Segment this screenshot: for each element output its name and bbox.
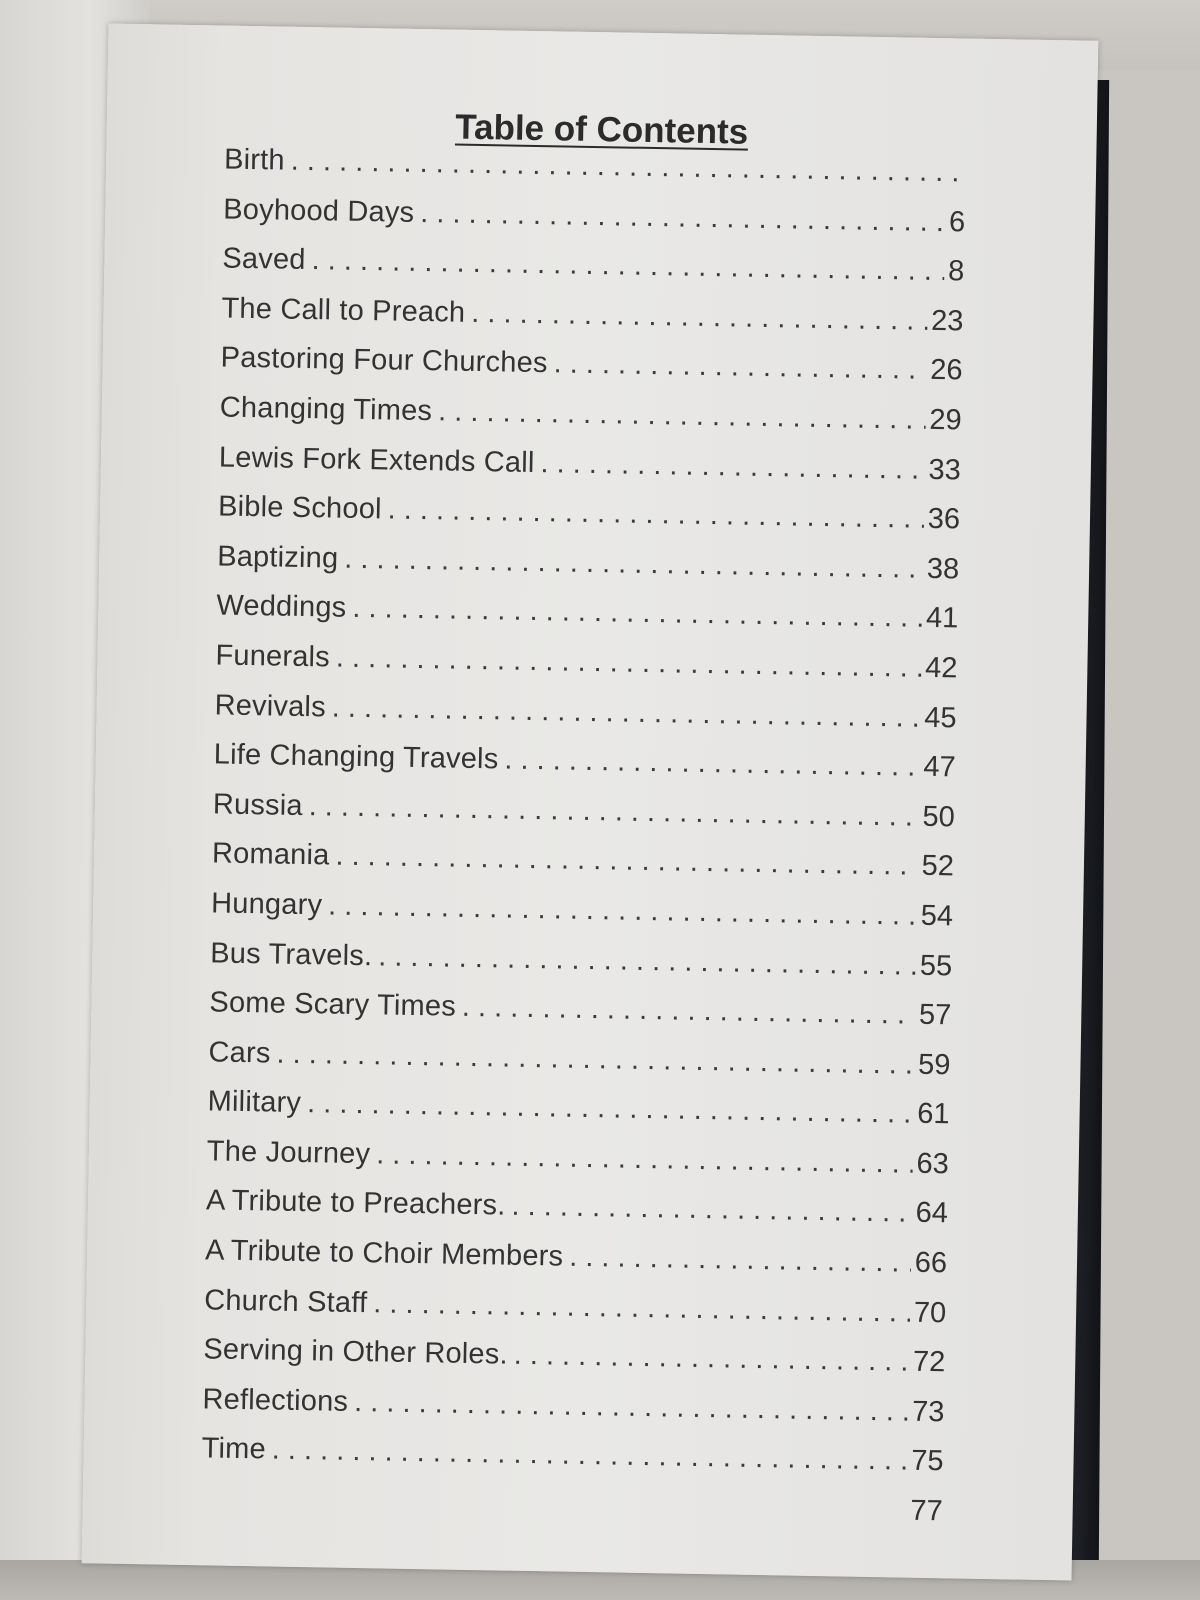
book-page [82,23,1099,1580]
toc-entry-title: Life Changing Travels [213,738,499,776]
toc-entry-page-number: 54 [920,899,954,933]
toc-entry-title: Birth [223,143,286,177]
toc-entry-title: Boyhood Days [223,193,415,229]
toc-entry-page-number: 45 [923,701,957,734]
toc-dot-leader [511,1190,912,1230]
toc-entry-title: Weddings [216,589,347,625]
toc-entry-title: Cars [208,1036,271,1070]
toc-dot-leader [471,297,927,338]
toc-entry-page-number: 70 [913,1296,947,1329]
toc-entry-title: Baptizing [216,540,339,575]
toc-entry-title: Changing Times [219,391,433,428]
toc-entry-title: Funerals [215,639,331,674]
toc-entry-title: A Tribute to Preachers. [205,1184,506,1223]
toc-entry-page-number: 42 [924,651,958,685]
toc-entry-page-number: 73 [911,1395,945,1429]
toc-entry-title: Some Scary Times [209,986,457,1023]
toc-entry-page-number: 57 [918,998,952,1032]
table-of-contents [200,144,966,1545]
toc-dot-leader [553,348,926,388]
toc-entry-title: The Journey [206,1135,371,1171]
toc-entry-title: Time [201,1432,267,1466]
toc-dot-leader [540,447,925,487]
toc-entry-page-number: 77 [910,1494,943,1528]
toc-entry-page-number: 36 [927,503,961,536]
toc-entry-page-number: 8 [947,255,965,288]
toc-entry-page-number: 66 [914,1246,948,1280]
page-title-text: Table of Contents [454,107,749,152]
toc-entry-title: The Call to Preach [221,292,466,329]
toc-entry-title: Russia [212,788,304,822]
toc-entry-page-number: 55 [919,949,953,982]
toc-dot-leader [462,991,916,1032]
toc-entry-page-number: 38 [926,552,960,586]
toc-entry-page-number: 41 [925,602,959,635]
toc-entry-title: Serving in Other Roles. [203,1333,509,1371]
toc-entry-title: Pastoring Four Churches [220,341,548,380]
toc-dot-leader [569,1241,911,1280]
toc-entry-page-number: 75 [911,1445,944,1478]
toc-entry-title: Bus Travels. [210,936,373,972]
toc-entry-title: Lewis Fork Extends Call [218,441,535,479]
toc-entry-page-number: 64 [915,1197,949,1230]
toc-entry-page-number: 47 [923,750,956,784]
toc-entry-title: Reflections [202,1383,349,1418]
toc-entry-page-number: 50 [922,800,956,834]
toc-entry-title: Church Staff [203,1284,368,1319]
toc-entry-title: Hungary [210,887,323,922]
toc-entry-page-number: 23 [930,304,964,338]
toc-entry-title: Military [207,1085,302,1120]
toc-entry-title: Bible School [217,490,382,526]
toc-entry-page-number: 59 [917,1048,951,1082]
toc-entry-page-number: 6 [948,205,966,239]
toc-dot-leader [513,1339,909,1379]
toc-entry-page-number: 26 [930,354,963,387]
toc-entry-page-number: 72 [912,1345,946,1379]
toc-entry-title: A Tribute to Choir Members [204,1234,564,1273]
toc-entry-title: Romania [211,837,330,872]
toc-entry-page-number: 33 [928,453,962,486]
toc-entry-page-number: 52 [921,850,955,883]
toc-dot-leader [504,744,920,784]
toc-entry-page-number: 63 [916,1147,950,1181]
toc-entry-page-number: 61 [917,1098,950,1131]
toc-entry-page-number: 29 [929,403,962,437]
toc-entry-title: Saved [222,242,306,277]
toc-entry-title: Revivals [214,688,327,723]
